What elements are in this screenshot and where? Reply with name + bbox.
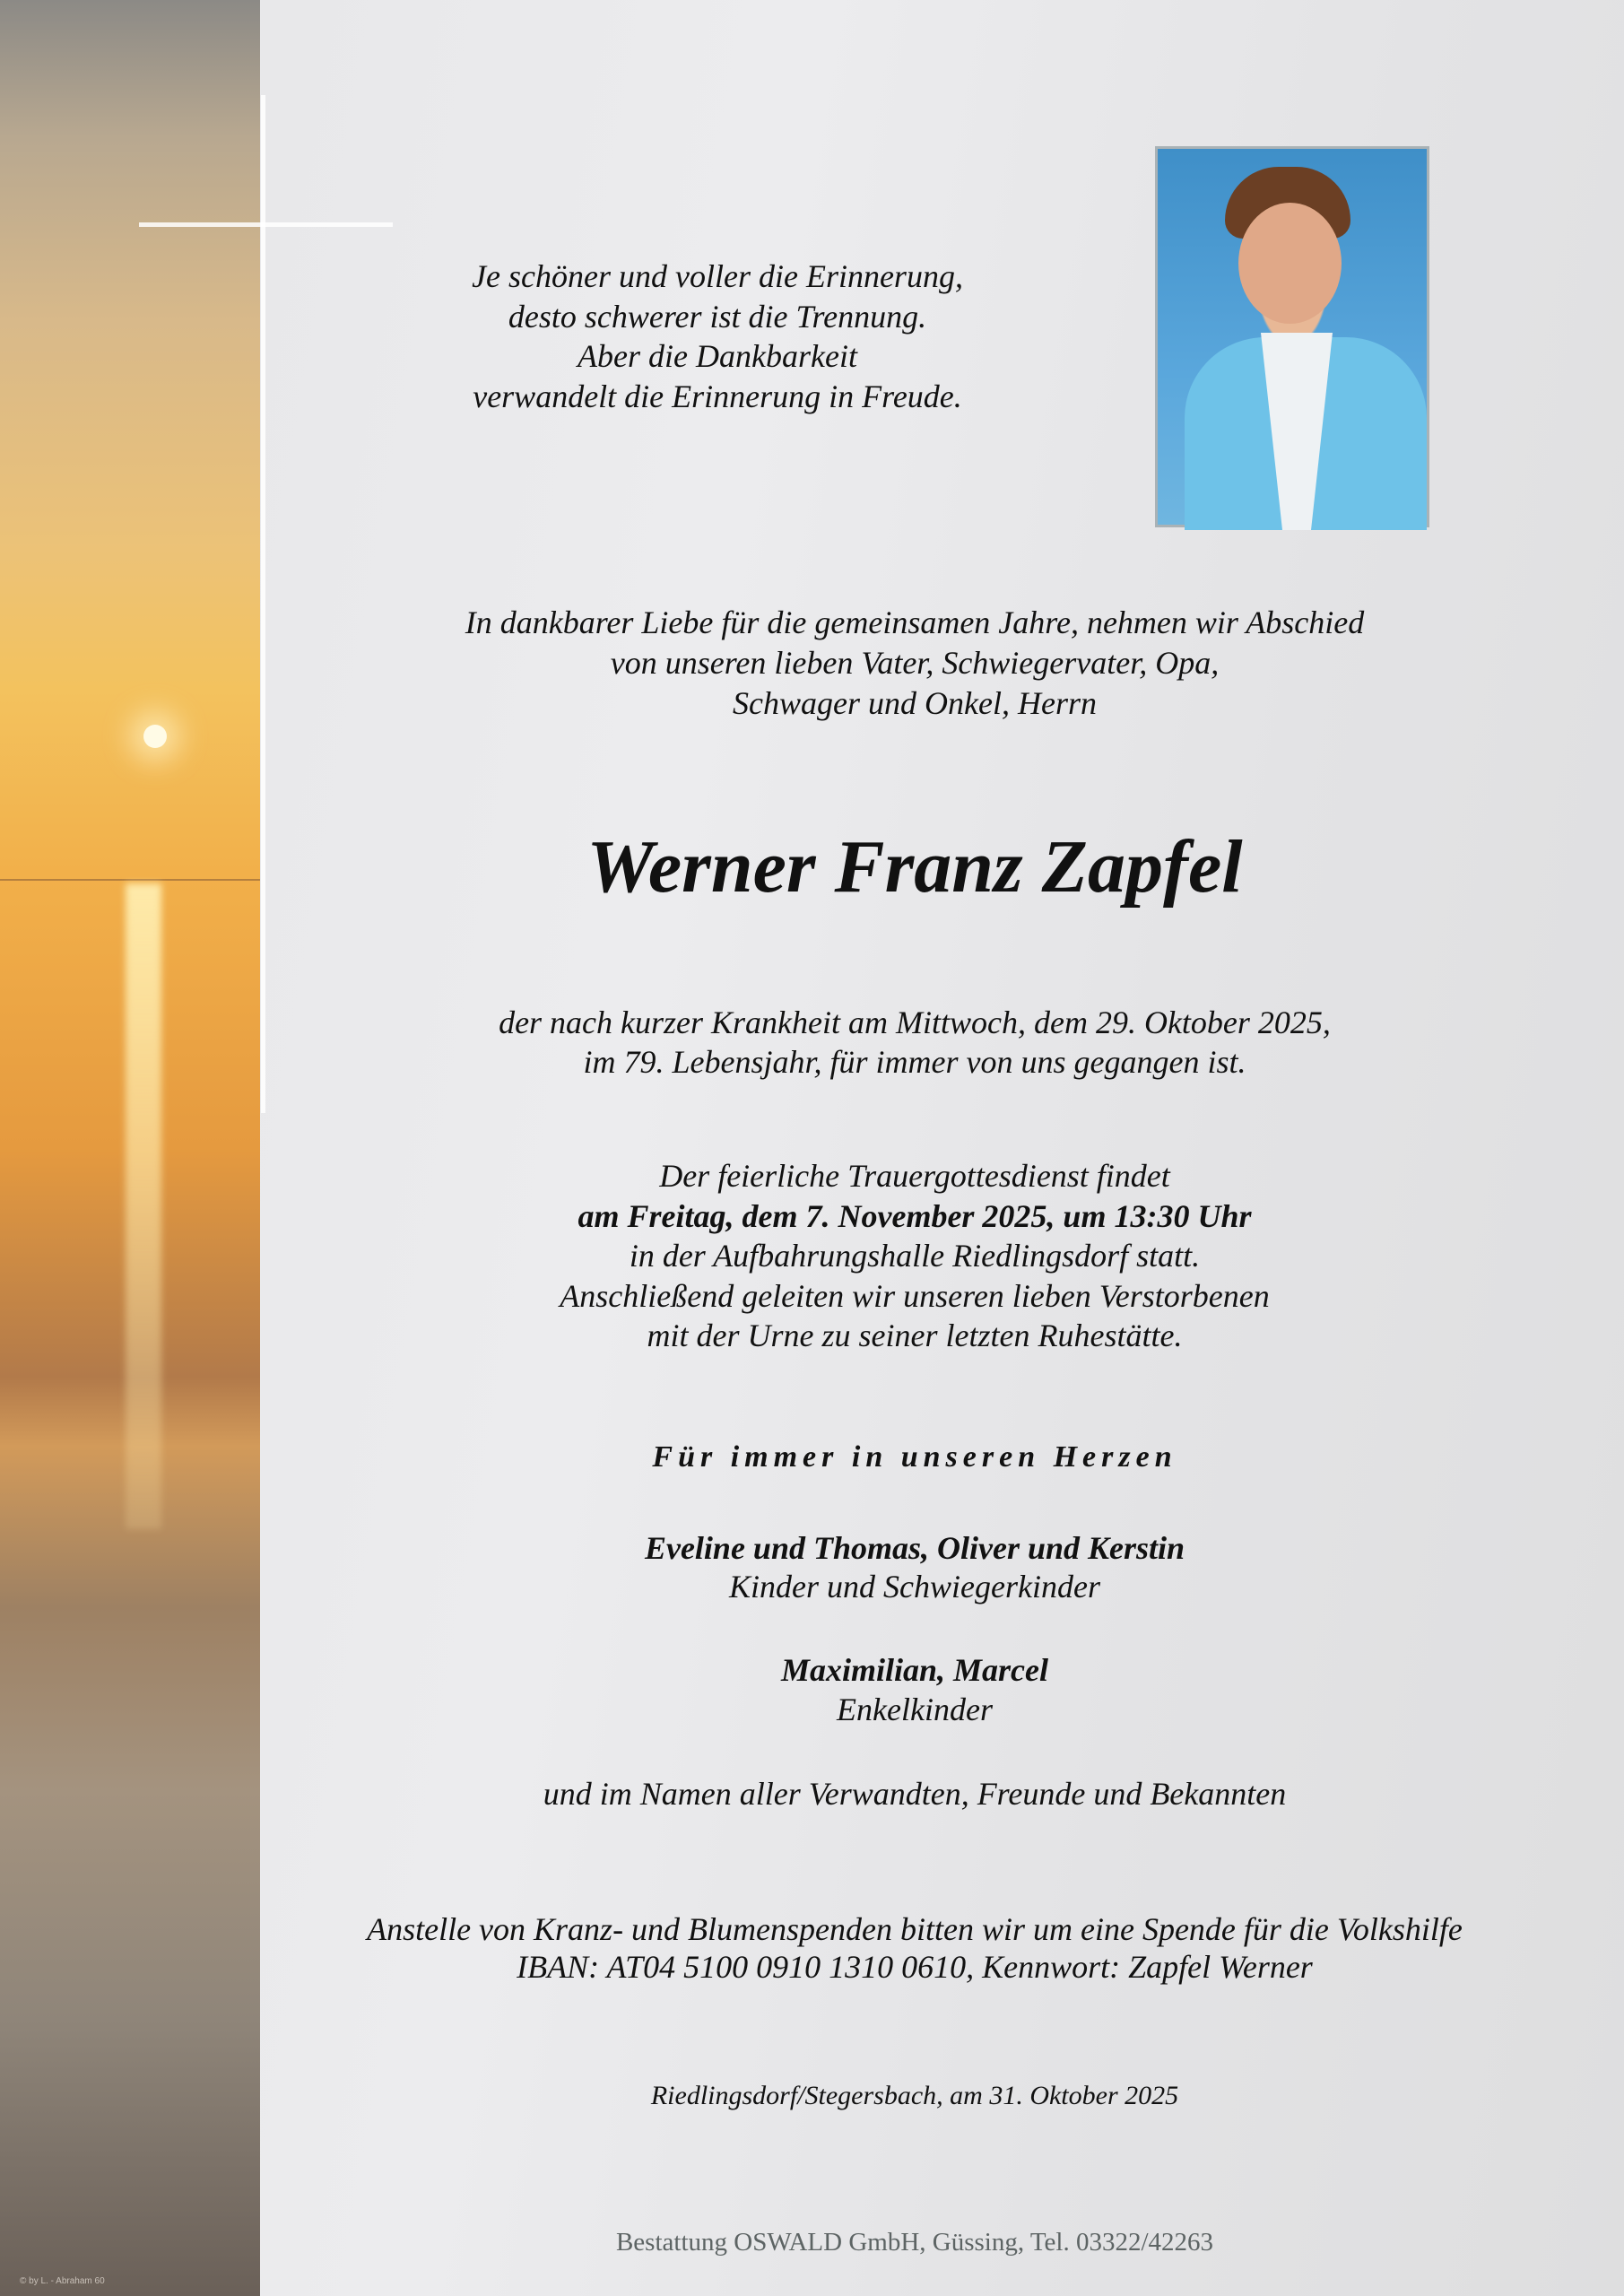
donation-line: Anstelle von Kranz- und Blumenspenden bitten wir um eine Spende für die Volkshilfe	[367, 1911, 1463, 1947]
photo-credit: © by L. - Abraham 60	[20, 2276, 105, 2286]
quote-line: desto schwerer ist die Trennung.	[508, 299, 927, 335]
place-date: Riedlingsdorf/Stegersbach, am 31. Oktober 2025	[650, 2081, 1179, 2110]
service-date: am Freitag, dem 7. November 2025, um 13:30 Uhr	[578, 1198, 1252, 1234]
sun	[143, 725, 167, 748]
horizon	[0, 879, 260, 881]
donation-iban: IBAN: AT04 5100 0910 1310 0610, Kennwort: Zapfel Werner	[517, 1949, 1313, 1985]
others-line: und im Namen aller Verwandten, Freunde und Bekannten	[543, 1776, 1287, 1812]
service-line: in der Aufbahrungshalle Riedlingsdorf statt.	[629, 1238, 1201, 1274]
service-line: Der feierliche Trauergottesdienst findet	[659, 1158, 1170, 1194]
intro-line: Schwager und Onkel, Herrn	[733, 685, 1097, 721]
service-line: mit der Urne zu seiner letzten Ruhestätte.	[647, 1318, 1183, 1353]
quote-line: Je schöner und voller die Erinnerung,	[472, 258, 963, 294]
sunset-image-strip	[0, 0, 260, 2296]
death-line: der nach kurzer Krankheit am Mittwoch, dem 29. Oktober 2025,	[499, 1004, 1331, 1040]
deceased-name: Werner Franz Zapfel	[586, 825, 1243, 909]
mourner-relation: Kinder und Schwiegerkinder	[729, 1569, 1100, 1605]
intro-line: In dankbarer Liebe für die gemeinsamen Jahre, nehmen wir Abschied	[465, 604, 1365, 640]
death-line: im 79. Lebensjahr, für immer von uns gegangen ist.	[583, 1044, 1246, 1080]
portrait-photo	[1155, 146, 1429, 527]
funeral-home-footer: Bestattung OSWALD GmbH, Güssing, Tel. 03322/42263	[615, 2228, 1214, 2257]
cross-icon	[261, 95, 265, 1113]
mourner-names: Maximilian, Marcel	[780, 1652, 1049, 1688]
sun-reflection	[126, 883, 161, 1529]
motto: Für immer in unseren Herzen	[652, 1440, 1177, 1474]
cross-icon-bar	[139, 222, 393, 227]
quote-line: Aber die Dankbarkeit	[578, 338, 857, 374]
mourner-names: Eveline und Thomas, Oliver und Kerstin	[644, 1530, 1185, 1566]
service-line: Anschließend geleiten wir unseren lieben Verstorbenen	[560, 1278, 1270, 1314]
intro-line: von unseren lieben Vater, Schwiegervater, Opa,	[610, 645, 1220, 681]
quote-line: verwandelt die Erinnerung in Freude.	[473, 378, 962, 414]
mourner-relation: Enkelkinder	[837, 1692, 993, 1727]
